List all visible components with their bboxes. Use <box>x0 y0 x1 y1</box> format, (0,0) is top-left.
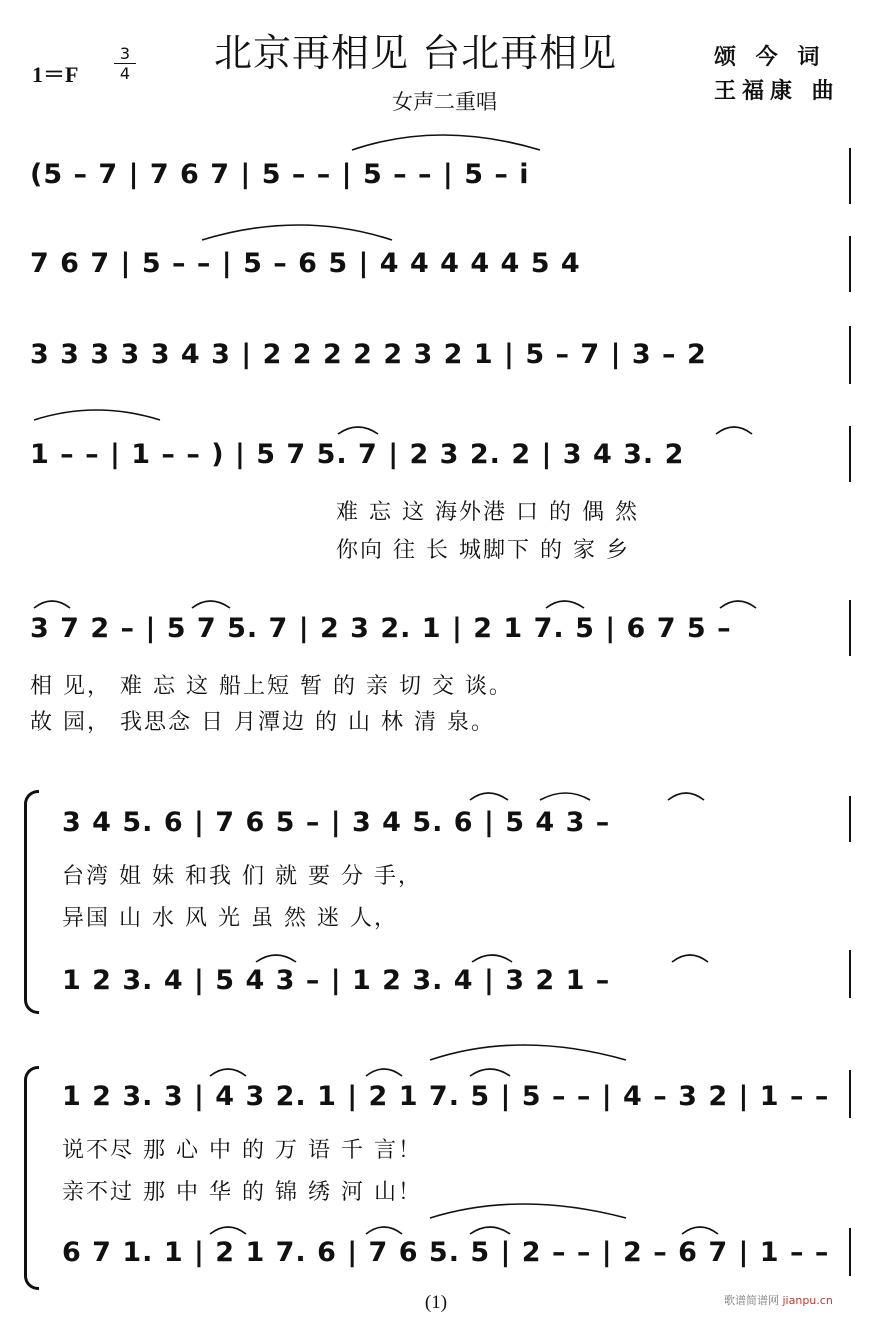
notes-upper: 1 2 3. 3 | 4 3 2. 1 | 2 1 7. 5 | 5 – – | 4 – 3 2 | 1 – – <box>62 1081 830 1112</box>
lyric-verse-1: 台湾 姐 妹 和我 们 就 要 分 手， <box>62 864 422 889</box>
song-title: 北京再相见 台北再相见 <box>214 31 618 75</box>
slur-arc <box>366 1227 402 1234</box>
site-url: jianpu.cn <box>782 1294 833 1307</box>
slur-arc <box>256 955 296 962</box>
lyricist-credit: 颂 今 词 <box>714 44 826 70</box>
slur-arc <box>472 955 512 962</box>
lyric-verse-2: 你向 往 长 城脚下 的 家 乡 <box>336 538 630 563</box>
notes-line: 3 7 2 – | 5 7 5. 7 | 2 3 2. 1 | 2 1 7. 5 | 6 7 5 – <box>30 613 732 644</box>
slur-arc <box>540 793 590 800</box>
slur-arc <box>34 410 160 420</box>
slur-arc <box>210 1069 246 1076</box>
slur-arc <box>352 135 540 150</box>
slur-arc <box>720 601 756 608</box>
slur-arc <box>210 1227 246 1234</box>
lyric-verse-1: 难 忘 这 海外港 口 的 偶 然 <box>336 500 639 525</box>
time-denominator: 4 <box>114 63 136 83</box>
lyric-verse-1: 说不尽 那 心 中 的 万 语 千 言！ <box>62 1138 422 1163</box>
slur-arc <box>470 1069 510 1076</box>
slur-arc <box>682 1227 718 1234</box>
song-subtitle: 女声二重唱 <box>392 90 497 114</box>
slur-arc <box>470 1227 510 1234</box>
notes-lower: 6 7 1. 1 | 2 1 7. 6 | 7 6 5. 5 | 2 – – | 2 – 6 7 | 1 – – <box>62 1237 830 1268</box>
site-watermark <box>724 1292 833 1308</box>
key-signature: 1＝F <box>32 62 79 87</box>
slur-arc <box>338 427 378 434</box>
lyric-verse-2: 故 园， 我思念 日 月潭边 的 山 林 清 泉。 <box>30 710 495 735</box>
page-number: (1) <box>424 1292 448 1313</box>
lyric-verse-2: 亲不过 那 中 华 的 锦 绣 河 山！ <box>62 1180 422 1205</box>
slur-arc <box>34 601 70 608</box>
lyric-verse-2: 异国 山 水 风 光 虽 然 迷 人， <box>62 906 398 931</box>
notes-line: 1 – – | 1 – – ) | 5 7 5. 7 | 2 3 2. 2 | 3 4 3. 2 <box>30 439 685 470</box>
notes-lower: 1 2 3. 4 | 5 4 3 – | 1 2 3. 4 | 3 2 1 – <box>62 965 611 996</box>
slur-arc <box>716 427 752 434</box>
slur-arc <box>470 793 508 800</box>
time-numerator: 3 <box>119 44 131 63</box>
composer-credit: 王福康 曲 <box>714 78 840 104</box>
slur-arc <box>430 1204 626 1218</box>
notes-line: 7 6 7 | 5 – – | 5 – 6 5 | 4 4 4 4 4 5 4 <box>30 248 581 279</box>
notes-upper: 3 4 5. 6 | 7 6 5 – | 3 4 5. 6 | 5 4 3 – <box>62 807 611 838</box>
site-name: 歌谱简谱网 <box>724 1294 779 1307</box>
slur-arc <box>366 1069 402 1076</box>
slur-arc <box>546 601 584 608</box>
slur-arc <box>672 955 708 962</box>
slur-arc <box>202 225 392 240</box>
lyric-verse-1: 相 见， 难 忘 这 船上短 暂 的 亲 切 交 谈。 <box>30 674 513 699</box>
notes-line: 3 3 3 3 3 4 3 | 2 2 2 2 2 3 2 1 | 5 – 7 | 3 – 2 <box>30 339 707 370</box>
slur-arc <box>668 793 704 800</box>
slur-arc <box>192 601 230 608</box>
notes-line: (5 – 7 | 7 6 7 | 5 – – | 5 – – | 5 – i <box>30 159 530 190</box>
slur-arc <box>430 1045 626 1060</box>
